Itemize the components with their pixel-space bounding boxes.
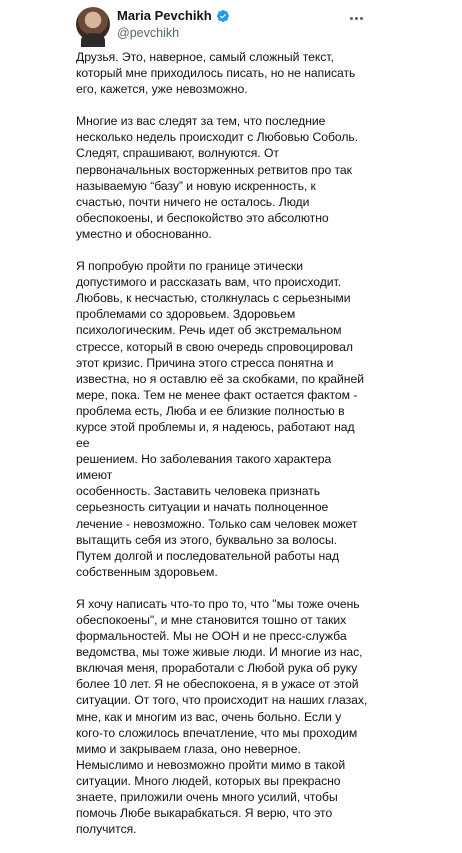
more-dot	[350, 17, 353, 20]
tweet-paragraph-4: Я хочу написать что-то про то, что "мы тоже очень обеспокоены", и мне становится тошно от таких формальностей. Мы не ООН и не пресс-служба ведомства, мы тоже живые люди. И многие из нас, включая меня, проработали с Любой рука об руку более 10 лет. Я не обеспокоена, я в ужасе от этой ситуации. От того, что происходит на наших глазах, мне, как и многим из вас, очень больно. Если у кого-то сложилось впечатление, что мы проходим мимо и закрываем глаза, оно неверное. Немыслимо и невозможно пройти мимо в такой ситуации. Много людей, которых вы прекрасно знаете, приложили очень много усилий, чтобы помочь Любе выкарабкаться. Я верю, что это получится.	[76, 596, 368, 837]
avatar-shoulders	[81, 33, 105, 47]
avatar[interactable]	[76, 7, 110, 41]
tweet-paragraph-3: Я попробую пройти по границе этически допустимого и рассказать вам, что происходит. Любовь, к несчастью, столкнулась с серьезными проблемами со здоровьем. Здоровьем психологическим. Речь идет об экстремальном стрессе, который в свою очередь спровоцировал этот кризис. Причина этого стресса понятна и известна, но я оставлю её за скобками, по крайней мере, пока. Тем не менее факт остается фактом - проблема есть, Люба и ее близкие полностью в курсе этой проблемы и, я надеюсь, работают над ее решением. Но заболевания такого характера имеют особенность. Заставить человека признать серьезность ситуации и начать полноценное лечение - невозможно. Только сам человек может вытащить себя из этого, буквально за волосы. Путем долгой и последовательной работы над собственным здоровьем.	[76, 259, 364, 579]
author-name[interactable]: Maria Pevchikh	[117, 8, 212, 23]
tweet-paragraph-2: Многие из вас следят за тем, что последние несколько недель происходит с Любовью Соболь. Следят, спрашивают, волнуются. От первоначальных восторженных ретвитов про так называемую “базу” и новую искренность, к счастью, почти ничего не осталось. Люди обеспокоены, и беспокойство это абсолютно уместно и обоснованно.	[76, 114, 359, 241]
tweet-text	[76, 49, 368, 853]
tweet-paragraph-1: Друзья. Это, наверное, самый сложный текст, который мне приходилось писать, но не написать его, кажется, уже невозможно.	[76, 50, 356, 97]
verified-badge-icon	[216, 9, 230, 23]
more-dot	[360, 17, 363, 20]
more-options-icon[interactable]	[345, 10, 367, 26]
author-handle[interactable]: @pevchikh	[117, 26, 180, 40]
name-row	[117, 8, 230, 24]
tweet-header	[117, 8, 230, 42]
more-dot	[355, 17, 358, 20]
